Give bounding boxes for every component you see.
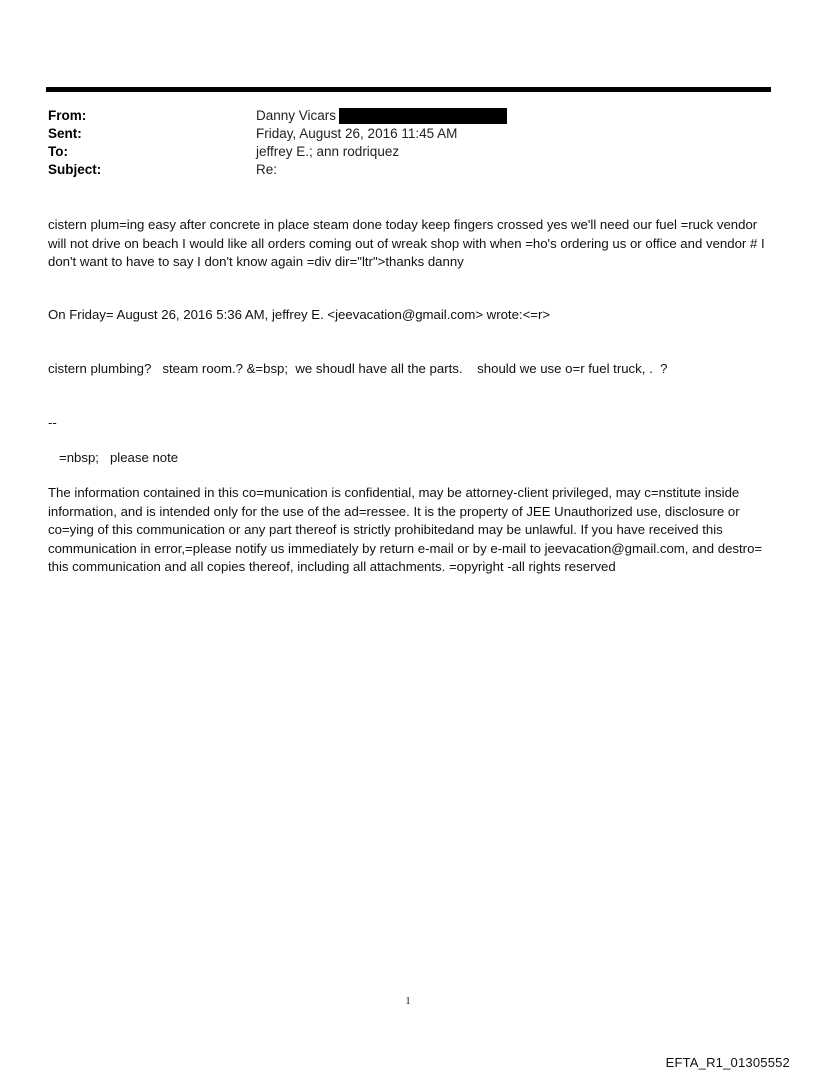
from-value: Danny Vicars — [256, 108, 337, 123]
sent-row — [48, 125, 768, 143]
from-label: From: — [48, 108, 87, 123]
subject-row — [48, 161, 768, 179]
to-value: jeffrey E.; ann rodriquez — [256, 144, 400, 159]
from-row — [48, 107, 768, 125]
sent-label: Sent: — [48, 126, 82, 141]
sent-value: Friday, August 26, 2016 11:45 AM — [256, 126, 458, 141]
bates-number: EFTA_R1_01305552 — [665, 1055, 790, 1070]
redaction-block — [339, 108, 507, 124]
subject-label: Subject: — [48, 162, 102, 177]
legal-notice: The information contained in this co=munication is confidential, may be attorney-client privileged, may c=nstitute inside information, and is intended only for the use of the ad=ressee. It is the property of JEE Unauthorized use, disclosure or co=ying of this communication or any part thereof is strictly prohibitedand may be unlawful. If you have received this communication in error,=please notify us immediately by return e-mail or by e-mail to jeevacation@gmail.com, and destro= this communication and all copies thereof, including all attachments. =opyright -all rights reserved — [48, 485, 766, 574]
quote-intro: On Friday= August 26, 2016 5:36 AM, jeffrey E. <jeevacation@gmail.com> wrote:<=r> — [48, 307, 551, 322]
subject-value: Re: — [256, 162, 278, 177]
reply-body: cistern plum=ing easy after concrete in place steam done today keep fingers crossed yes we'll need our fuel =ruck vendor will not drive on beach I would like all orders coming out of wreak shop with when =ho's ordering us or office and vendor # I don't want to have to say I don't know again =div dir="ltr">thanks danny — [48, 217, 769, 269]
note-line: =nbsp; please note — [48, 450, 179, 465]
page-number: 1 — [405, 995, 411, 1007]
to-row — [48, 143, 768, 161]
signature-separator: -- — [48, 415, 57, 430]
from-value-wrap — [256, 107, 507, 125]
quoted-message: cistern plumbing? steam room.? &=bsp; we shoudl have all the parts. should we use o=r fuel truck, . ? — [48, 361, 668, 376]
header-divider — [46, 87, 771, 92]
email-header — [48, 107, 768, 179]
to-label: To: — [48, 144, 68, 159]
